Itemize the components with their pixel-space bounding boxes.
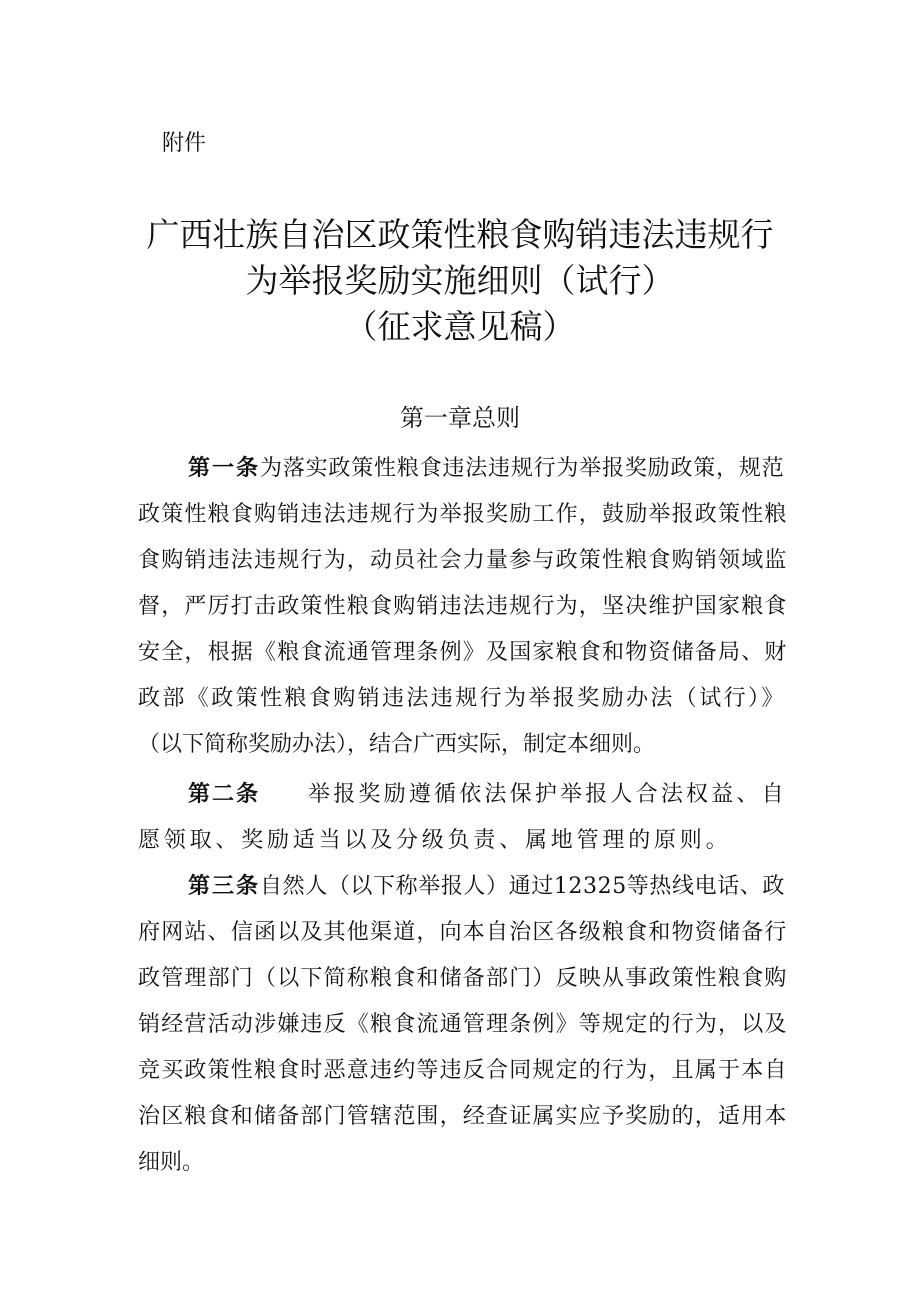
article-3-line-1: 第三条自然人（以下称举报人）通过12325等热线电话、政	[188, 874, 786, 899]
article-3	[138, 864, 788, 1186]
article-3-line-2: 府网站、信函以及其他渠道，向本自治区各级粮食和物资储备行	[138, 920, 788, 945]
article-3-label: 第三条	[188, 874, 261, 899]
article-3-line-3: 政管理部门（以下简称粮食和储备部门）反映从事政策性粮食购	[138, 966, 788, 991]
chapter-heading: 第一章总则	[400, 404, 520, 432]
article-1-line-4: 督，严厉打击政策性粮食购销违法违规行为，坚决维护国家粮食	[138, 594, 788, 619]
article-1	[138, 446, 788, 768]
article-3-line-6: 治区粮食和储备部门管辖范围，经查证属实应予奖励的，适用本	[138, 1104, 788, 1129]
article-1-label: 第一条	[188, 456, 261, 481]
document-title	[100, 212, 820, 350]
article-1-line-2: 政策性粮食购销违法违规行为举报奖励工作，鼓励举报政策性粮	[138, 502, 788, 527]
article-3-line-4: 销经营活动涉嫌违反《粮食流通管理条例》等规定的行为，以及	[138, 1012, 788, 1037]
article-2	[138, 772, 788, 864]
title-line-1: 广西壮族自治区政策性粮食购销违法违规行	[146, 215, 774, 254]
attachment-label: 附件	[162, 131, 207, 156]
article-1-line-1: 第一条为落实政策性粮食违法违规行为举报奖励政策，规范	[188, 456, 785, 481]
article-3-line-5: 竞买政策性粮食时恶意违约等违反合同规定的行为，且属于本自	[138, 1058, 788, 1083]
article-2-label: 第二条	[188, 782, 261, 807]
article-2-line-1: 第二条 举报奖励遵循依法保护举报人合法权益、自	[188, 782, 787, 807]
article-1-line-7: （以下简称奖励办法），结合广西实际，制定本细则。	[138, 732, 656, 757]
article-3-line-7: 细则。	[138, 1150, 205, 1175]
article-2-line-2: 愿领取、奖励适当以及分级负责、属地管理的原则。	[138, 828, 732, 853]
article-1-line-5: 安全，根据《粮食流通管理条例》及国家粮食和物资储备局、财	[138, 640, 788, 665]
title-line-2: 为举报奖励实施细则（试行）	[245, 261, 675, 300]
title-line-3: （征求意见稿）	[344, 307, 576, 346]
article-1-line-6: 政部《政策性粮食购销违法违规行为举报奖励办法（试行）》	[138, 686, 786, 711]
article-1-line-3: 食购销违法违规行为，动员社会力量参与政策性粮食购销领域监	[138, 548, 788, 573]
